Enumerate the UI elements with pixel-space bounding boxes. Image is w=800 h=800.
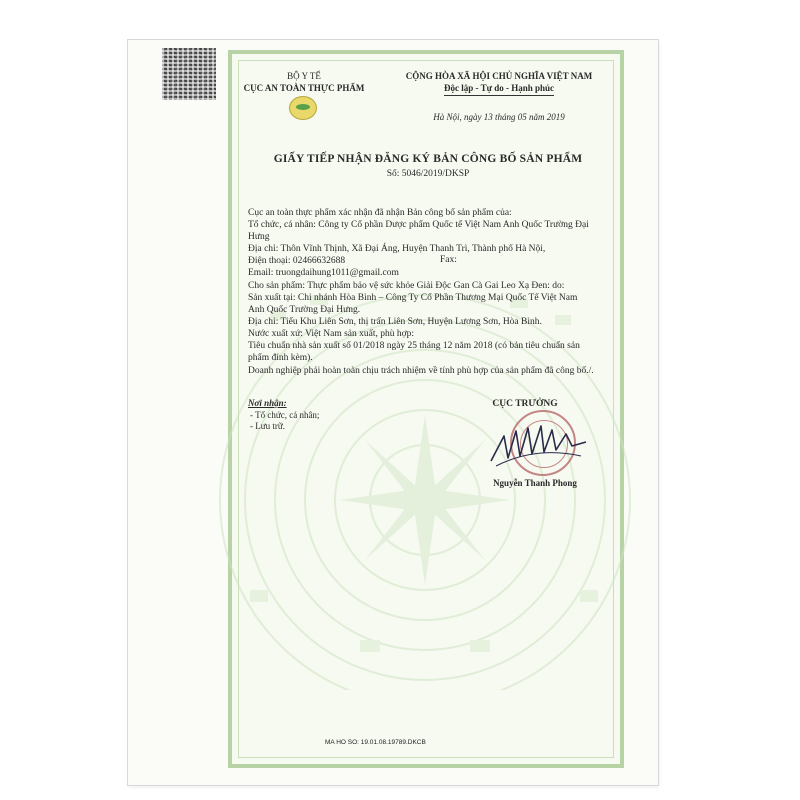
country-name: CỘNG HÒA XÃ HỘI CHỦ NGHĨA VIỆT NAM — [405, 71, 593, 81]
national-header — [392, 70, 606, 96]
body-line: Cho sản phẩm: Thực phẩm bảo vệ sức khỏe Giải Độc Gan Cà Gai Leo Xạ Đen: do: — [248, 281, 565, 291]
document-title: GIẤY TIẾP NHẬN ĐĂNG KÝ BẢN CÔNG BỐ SẢN PHẨM — [273, 153, 583, 165]
body-line: Nước xuất xứ: Việt Nam sản xuất, phù hợp: — [248, 329, 415, 339]
document-number: Số: 5046/2019/DKSP — [386, 169, 470, 179]
signatory-title: CỤC TRƯỞNG — [492, 399, 558, 409]
body-line: Tiêu chuẩn nhà sản xuất số 01/2018 ngày 25 tháng 12 năm 2018 (có bản tiêu chuẩn sản — [248, 341, 580, 351]
fax-label: Fax: — [440, 255, 457, 265]
national-motto: Độc lập - Tự do - Hạnh phúc — [444, 82, 554, 96]
issue-date: Hà Nội, ngày 13 tháng 05 năm 2019 — [433, 112, 565, 122]
body-line: Hưng — [248, 232, 270, 242]
body-line: Doanh nghiệp phải hoàn toàn chịu trách nhiệm về tính phù hợp của sản phẩm đã công bố./. — [248, 366, 594, 376]
body-line: Anh Quốc Trường Đại Hưng. — [248, 305, 361, 315]
recipients-title: Nơi nhận: — [248, 398, 287, 408]
recipient-item: - Tổ chức, cá nhân; — [250, 410, 320, 420]
agency-logo-icon — [289, 96, 317, 120]
body-line: Tổ chức, cá nhân: Công ty Cổ phần Dược phẩm Quốc tế Việt Nam Anh Quốc Trường Đại — [248, 220, 589, 230]
body-line: phẩm đính kèm). — [248, 353, 313, 363]
qr-code-icon — [162, 48, 216, 100]
ministry-name: BỘ Y TẾ — [287, 71, 321, 81]
body-line: Cục an toàn thực phẩm xác nhận đã nhận Bản công bố sản phẩm của: — [248, 208, 512, 218]
dossier-code: MA HO SO: 19.01.08.19789.DKCB — [325, 739, 426, 746]
handwritten-signature-icon — [486, 416, 596, 476]
department-name: CỤC AN TOÀN THỰC PHẨM — [243, 83, 365, 94]
body-line: Địa chỉ: Tiểu Khu Liên Sơn, thị trấn Liên Sơn, Huyện Lương Sơn, Hòa Bình. — [248, 317, 542, 327]
signatory-name: Nguyễn Thanh Phong — [493, 478, 577, 488]
email-line: Email: truongdaihung1011@gmail.com — [248, 268, 399, 278]
body-line: Sản xuất tại: Chi nhánh Hòa Bình – Công Ty Cổ Phần Thương Mại Quốc Tế Việt Nam — [248, 293, 578, 303]
phone-line: Điện thoại: 02466632688 — [248, 256, 346, 266]
issuer-block — [240, 70, 368, 94]
body-line: Địa chỉ: Thôn Vĩnh Thịnh, Xã Đại Áng, Huyện Thanh Trì, Thành phố Hà Nội, — [248, 244, 546, 254]
recipient-item: - Lưu trữ. — [250, 421, 285, 431]
